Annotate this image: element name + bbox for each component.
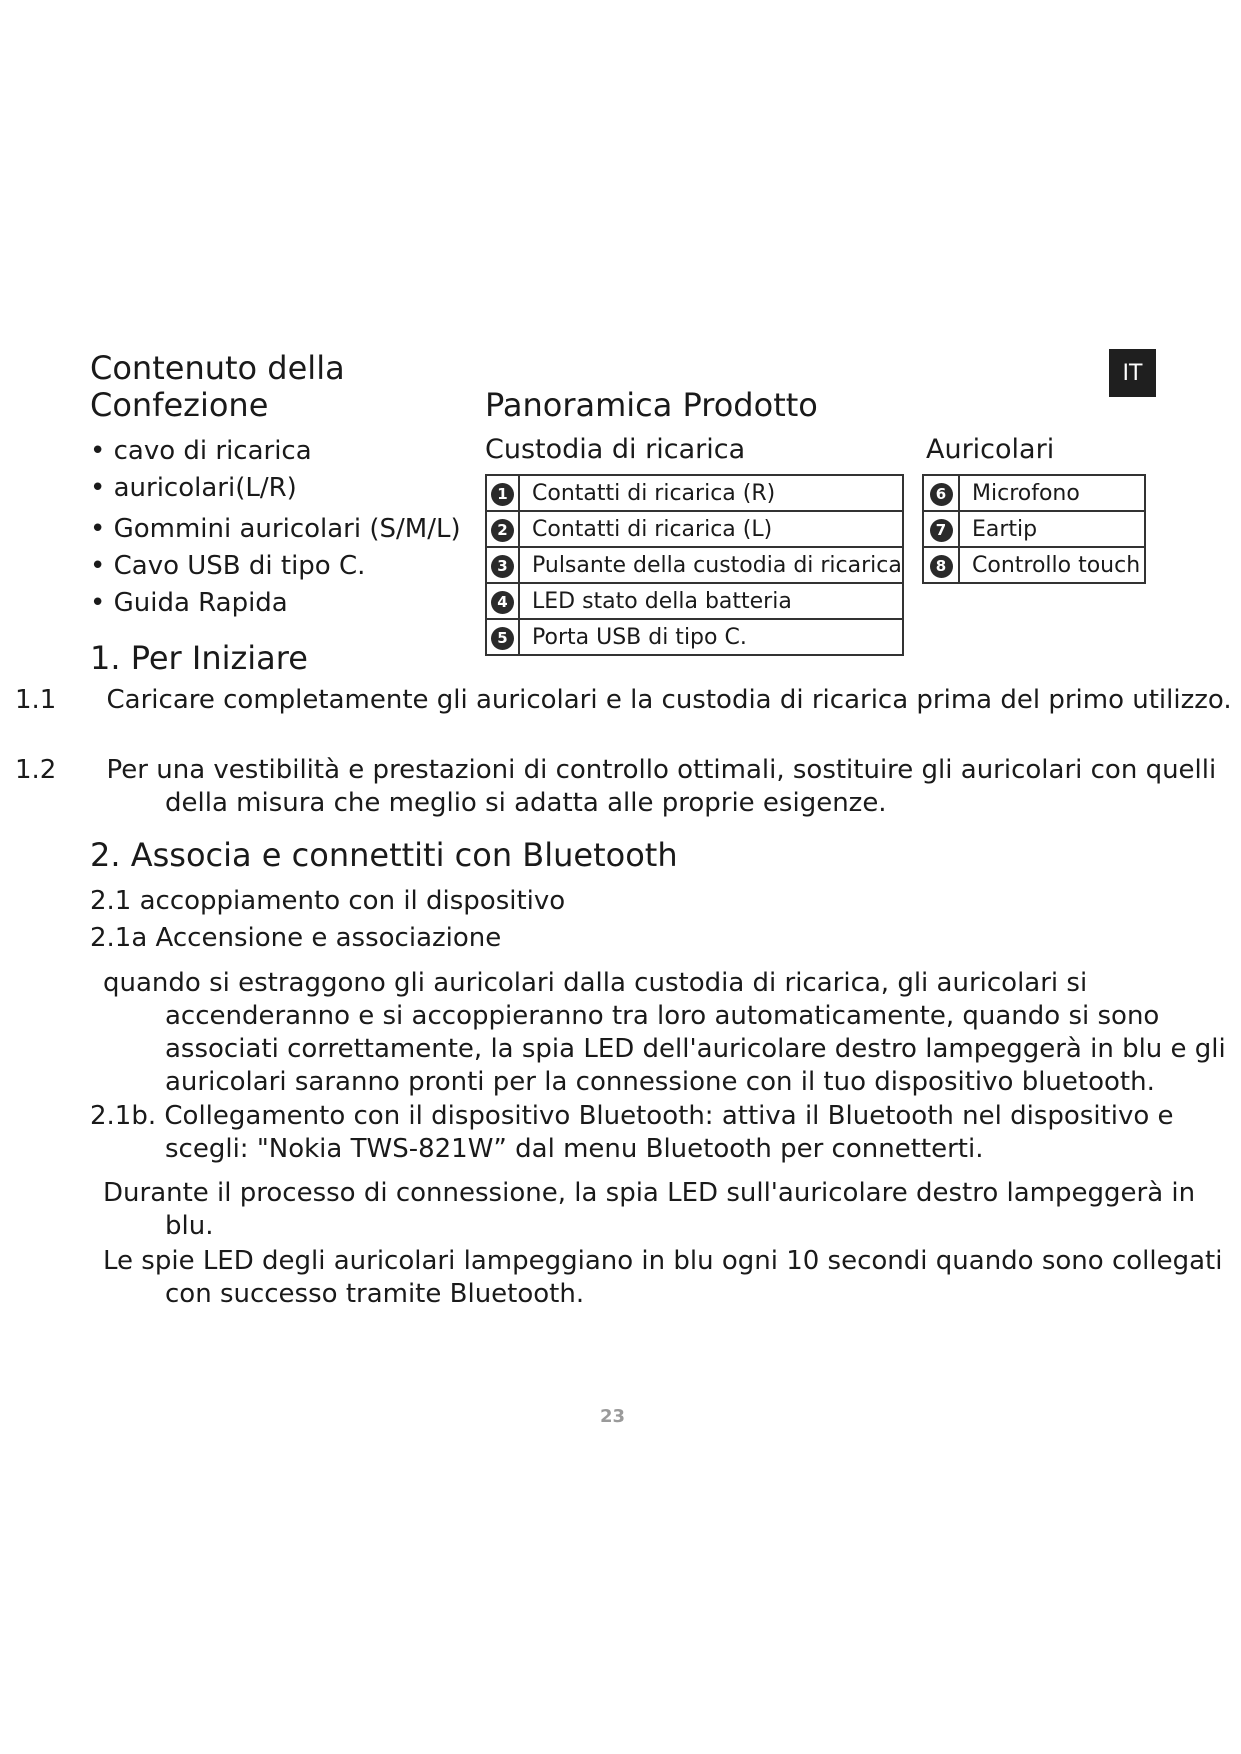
part-number-cell [923, 511, 959, 547]
part-number-badge: 2 [491, 519, 514, 542]
table-row [486, 475, 903, 511]
section2-paragraph-d: Le spie LED degli auricolari lampeggiano in blu ogni 10 secondi quando sono collegati con successo tramite Bluetooth. [103, 1246, 1223, 1309]
table-row [923, 511, 1145, 547]
earbuds-title: Auricolari [926, 434, 1055, 465]
part-number-cell [486, 511, 519, 547]
section2-paragraph-b: 2.1b. Collegamento con il dispositivo Bluetooth: attiva il Bluetooth nel dispositivo e scegli: "Nokia TWS-821W” dal menu Bluetooth per connetterti. [90, 1101, 1174, 1164]
case-parts-table [485, 474, 904, 656]
table-row [923, 475, 1145, 511]
part-number-badge: 6 [930, 483, 953, 506]
contents-item: • cavo di ricarica [90, 436, 312, 466]
contents-item: • auricolari(L/R) [90, 473, 297, 503]
part-label: LED stato della batteria [519, 583, 903, 619]
subsection-2-1a: 2.1a Accensione e associazione [90, 923, 502, 953]
table-row [486, 583, 903, 619]
overview-title: Panoramica Prodotto [485, 386, 818, 424]
language-badge: IT [1109, 349, 1156, 397]
contents-item: • Guida Rapida [90, 588, 288, 618]
part-number-badge: 8 [930, 555, 953, 578]
part-label: Porta USB di tipo C. [519, 619, 903, 655]
page-number: 23 [600, 1406, 626, 1427]
part-number-badge: 5 [491, 627, 514, 650]
contents-title-line1: Contenuto della [90, 349, 345, 387]
part-label: Eartip [959, 511, 1145, 547]
earbud-parts-table [922, 474, 1146, 584]
subsection-2-1: 2.1 accoppiamento con il dispositivo [90, 886, 566, 916]
section1-heading: 1. Per Iniziare [90, 639, 308, 677]
section1-paragraph-2: 1.2 Per una vestibilità e prestazioni di controllo ottimali, sostituire gli auricolari con quelli della misura che meglio si adatta alle proprie esigenze. [15, 755, 1217, 818]
contents-item: • Cavo USB di tipo C. [90, 551, 366, 581]
case-title: Custodia di ricarica [485, 434, 746, 465]
part-number-cell [486, 475, 519, 511]
contents-item: • Gommini auricolari (S/M/L) [90, 514, 461, 544]
part-number-badge: 4 [491, 591, 514, 614]
part-number-cell [923, 547, 959, 583]
table-row [923, 547, 1145, 583]
part-number-cell [923, 475, 959, 511]
section1-paragraph-1: 1.1 Caricare completamente gli auricolari e la custodia di ricarica prima del primo utilizzo. [15, 685, 1232, 715]
part-number-badge: 7 [930, 519, 953, 542]
part-label: Controllo touch [959, 547, 1145, 583]
part-label: Pulsante della custodia di ricarica [519, 547, 903, 583]
part-number-cell [486, 583, 519, 619]
part-number-cell [486, 547, 519, 583]
table-row [486, 619, 903, 655]
part-number-cell [486, 619, 519, 655]
part-number-badge: 3 [491, 555, 514, 578]
paragraph-text: Per una vestibilità e prestazioni di controllo ottimali, sostituire gli auricolari con quelli della misura che meglio si adatta alle proprie esigenze. [106, 755, 1217, 818]
section2-heading: 2. Associa e connettiti con Bluetooth [90, 836, 678, 874]
table-row [486, 511, 903, 547]
section2-paragraph-c: Durante il processo di connessione, la spia LED sull'auricolare destro lampeggerà in blu. [103, 1178, 1196, 1241]
part-label: Contatti di ricarica (L) [519, 511, 903, 547]
paragraph-text: Caricare completamente gli auricolari e la custodia di ricarica prima del primo utilizzo. [106, 685, 1232, 715]
table-row [486, 547, 903, 583]
section2-paragraph-a: quando si estraggono gli auricolari dalla custodia di ricarica, gli auricolari si accenderanno e si accoppieranno tra loro automaticamente, quando si sono associati correttamente, la spia LED dell'auricolare destro lampeggerà in blu e gli auricolari saranno pronti per la connessione con il tuo dispositivo bluetooth. [103, 968, 1226, 1097]
contents-title-line2: Confezione [90, 386, 269, 424]
part-number-badge: 1 [491, 483, 514, 506]
part-label: Contatti di ricarica (R) [519, 475, 903, 511]
part-label: Microfono [959, 475, 1145, 511]
